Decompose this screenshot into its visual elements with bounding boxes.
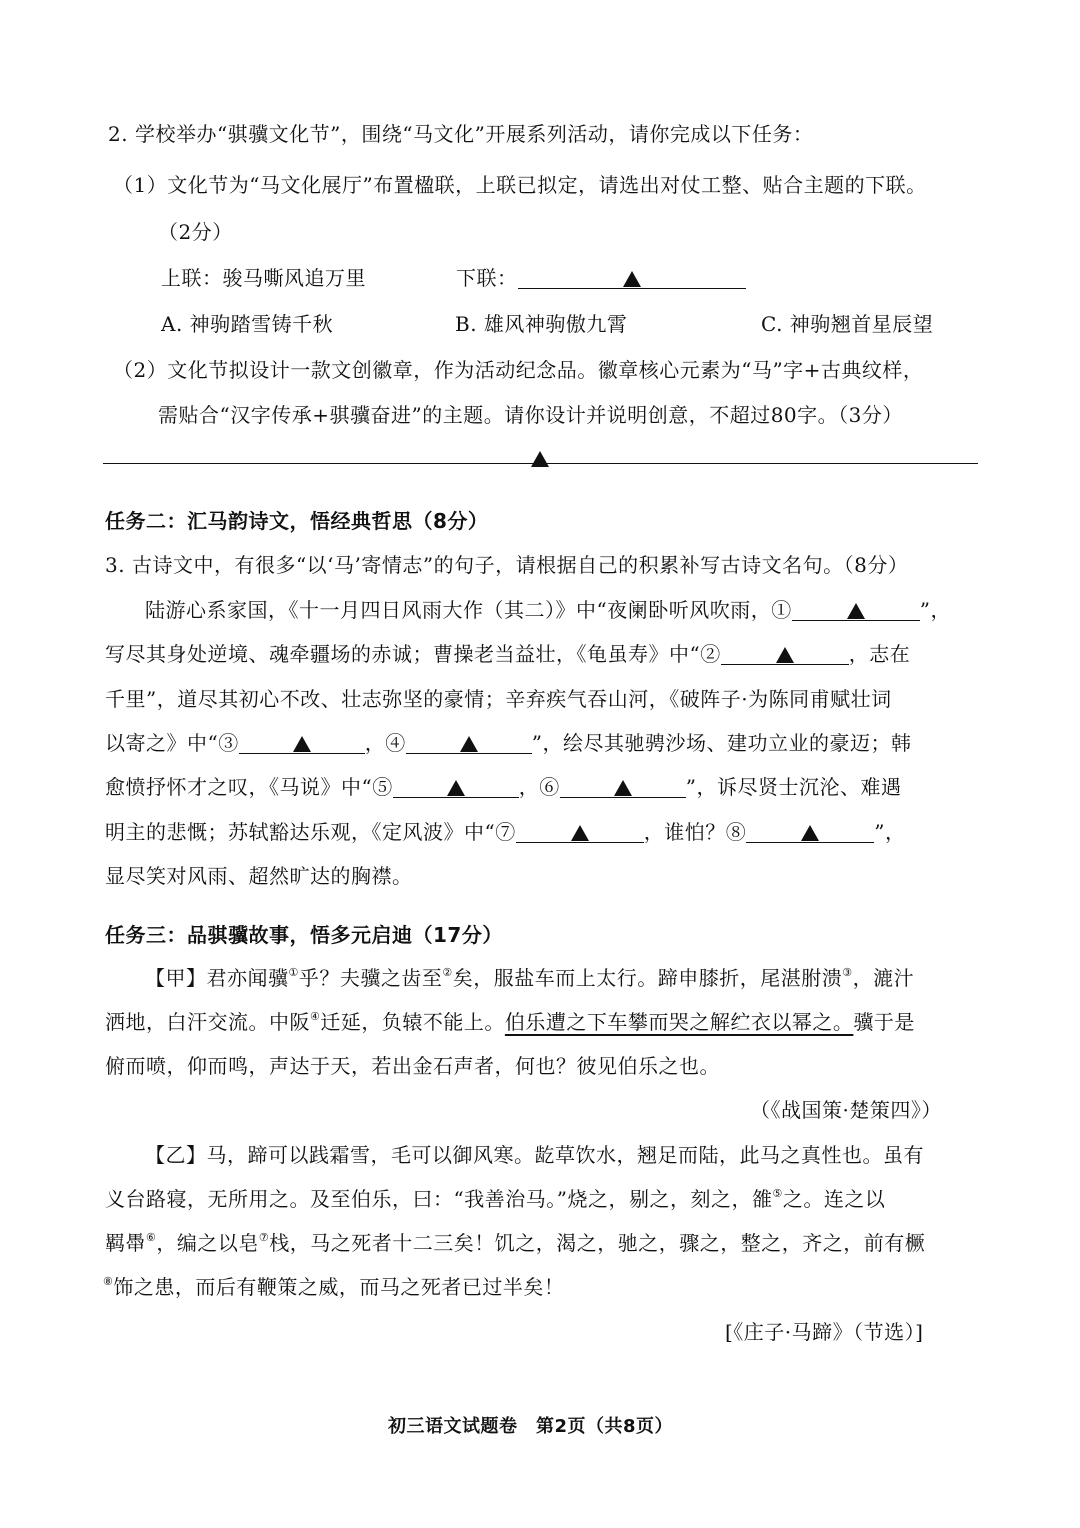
option-c: C. 神驹翘首星辰望 [761, 312, 934, 336]
footnote-mark: ⑤ [772, 1187, 783, 1200]
answer-triangle-marker [531, 446, 549, 470]
passage-text: 羁馽 [105, 1231, 146, 1255]
page-footer: 初三语文试题卷 第2页（共8页） [388, 1416, 674, 1437]
jia-line-2 [105, 1006, 915, 1035]
poem-text: ，志在 [848, 642, 911, 666]
yi-line-3 [105, 1227, 925, 1256]
jia-line-1 [145, 962, 914, 991]
poem-text: ，⑥ [518, 775, 560, 799]
footnote-mark: ⑧ [103, 1275, 114, 1288]
triangle-icon [531, 451, 549, 467]
answer-line-design[interactable] [103, 463, 978, 464]
passage-text: 栈，马之死者十二三矣！饥之，渴之，驰之，骤之，整之，齐之，前有橛 [269, 1231, 926, 1255]
footnote-mark: ③ [842, 966, 853, 979]
q2-part2-line2: 需贴合“汉字传承+骐骥奋进”的主题。请你设计并说明创意，不超过80字。（3分） [158, 403, 903, 427]
underlined-sentence: 伯乐遭之下车攀而哭之解纻衣以幂之。 [504, 1010, 854, 1034]
passage-text: 矣，服盐车而上太行。蹄申膝折，尾湛胕溃 [452, 966, 843, 990]
footnote-mark: ⑥ [146, 1231, 157, 1244]
lower-couplet [456, 262, 746, 291]
passage-text: ，漉汁 [852, 966, 915, 990]
poem-text: ”， [874, 820, 906, 844]
poem-text: 以寄之》中“③ [105, 731, 239, 755]
task2-heading: 任务二：汇马韵诗文，悟经典哲思（8分） [105, 509, 489, 533]
yi-line-4 [103, 1271, 564, 1300]
poem-text: ”，诉尽贤士沉沦、难遇 [685, 775, 902, 799]
answer-blank-6[interactable] [560, 775, 686, 798]
poem-line-2 [105, 638, 910, 667]
yi-line-2 [105, 1183, 885, 1212]
footnote-mark: ② [442, 966, 453, 979]
triangle-icon [614, 780, 632, 796]
footnote-mark: ① [288, 966, 299, 979]
passage-text: 乎？夫骥之齿至 [298, 966, 443, 990]
footnote-mark: ⑦ [258, 1231, 270, 1244]
poem-line-7: 显尽笑对风雨、超然旷达的胸襟。 [105, 864, 413, 888]
triangle-icon [801, 825, 819, 841]
answer-blank-3[interactable] [239, 731, 365, 754]
yi-line-1: 【乙】马，蹄可以践霜雪，毛可以御风寒。龁草饮水，翘足而陆，此马之真性也。虽有 [145, 1143, 924, 1167]
q3-stem: 3. 古诗文中，有很多“以‘马’寄情志”的句子，请根据自己的积累补写古诗文名句。（8分） [105, 553, 909, 577]
triangle-icon [571, 825, 589, 841]
passage-text: 饰之患，而后有鞭策之威，而马之死者已过半矣！ [113, 1275, 565, 1299]
answer-blank-2[interactable] [721, 642, 849, 665]
poem-text: 愈愤抒怀才之叹，《马说》中“⑤ [105, 775, 393, 799]
answer-blank-5[interactable] [393, 775, 519, 798]
upper-couplet: 上联：骏马嘶风追万里 [161, 266, 366, 290]
poem-text: 写尽其身处逆境、魂牵疆场的赤诚；曹操老当益壮，《龟虽寿》中“② [105, 642, 721, 666]
triangle-icon [776, 647, 794, 663]
passage-text: ，编之以皂 [156, 1231, 259, 1255]
poem-text: 明主的悲慨；苏轼豁达乐观，《定风波》中“⑦ [105, 820, 516, 844]
q2-part2-line1: （2）文化节拟设计一款文创徽章，作为活动纪念品。徽章核心元素为“马”字+古典纹样， [113, 358, 924, 382]
jia-line-3: 俯而喷，仰而鸣，声达于天，若出金石声者，何也？彼见伯乐之也。 [105, 1054, 720, 1078]
triangle-icon [847, 603, 865, 619]
q2-part1-score: （2分） [158, 220, 233, 244]
triangle-icon [447, 780, 465, 796]
jia-source: （《战国策·楚策四》） [750, 1098, 942, 1122]
poem-line-5 [105, 771, 901, 800]
answer-blank-4[interactable] [406, 731, 532, 754]
poem-text: ”， [919, 598, 951, 622]
passage-text: 迁延，负辕不能上。 [320, 1010, 505, 1034]
footnote-mark: ④ [310, 1010, 321, 1023]
triangle-icon [460, 736, 478, 752]
answer-blank-7[interactable] [516, 820, 644, 843]
poem-line-4 [105, 727, 911, 756]
passage-text: 义台路寝，无所用之。及至伯乐，曰：“我善治马。”烧之，剔之，刻之，雒 [105, 1187, 773, 1211]
poem-line-6 [105, 816, 905, 845]
poem-text: ，④ [364, 731, 406, 755]
triangle-icon [623, 271, 641, 287]
poem-line-3: 千里”，道尽其初心不改、壮志弥坚的豪情；辛弃疾气吞山河，《破阵子·为陈同甫赋壮词 [105, 687, 892, 711]
q2-part1-line1: （1）文化节为“马文化展厅”布置楹联，上联已拟定，请选出对仗工整、贴合主题的下联。 [113, 173, 927, 197]
triangle-icon [293, 736, 311, 752]
lower-couplet-label: 下联： [456, 266, 518, 290]
passage-text: 之。连之以 [782, 1187, 886, 1211]
answer-blank-couplet[interactable] [518, 266, 746, 289]
poem-line-1 [145, 594, 951, 623]
task3-heading: 任务三：品骐骥故事，悟多元启迪（17分） [105, 923, 503, 947]
poem-text: 陆游心系家国，《十一月四日风雨大作（其二）》中“夜阑卧听风吹雨，① [145, 598, 792, 622]
poem-text: ，谁怕？⑧ [643, 820, 747, 844]
poem-text: ”，绘尽其驰骋沙场、建功立业的豪迈；韩 [531, 731, 912, 755]
passage-text: 骥于是 [853, 1010, 915, 1034]
yi-source: [《庄子·马蹄》（节选）] [725, 1320, 924, 1344]
option-b: B. 雄风神驹傲九霄 [455, 312, 628, 336]
answer-blank-8[interactable] [746, 820, 874, 843]
passage-text: 洒地，白汗交流。中阪 [105, 1010, 310, 1034]
answer-blank-1[interactable] [792, 598, 920, 621]
q2-stem: 2. 学校举办“骐骥文化节”，围绕“马文化”开展系列活动，请你完成以下任务： [108, 122, 814, 146]
option-a: A. 神驹踏雪铸千秋 [161, 312, 334, 336]
passage-text: 【甲】君亦闻骥 [145, 966, 289, 990]
